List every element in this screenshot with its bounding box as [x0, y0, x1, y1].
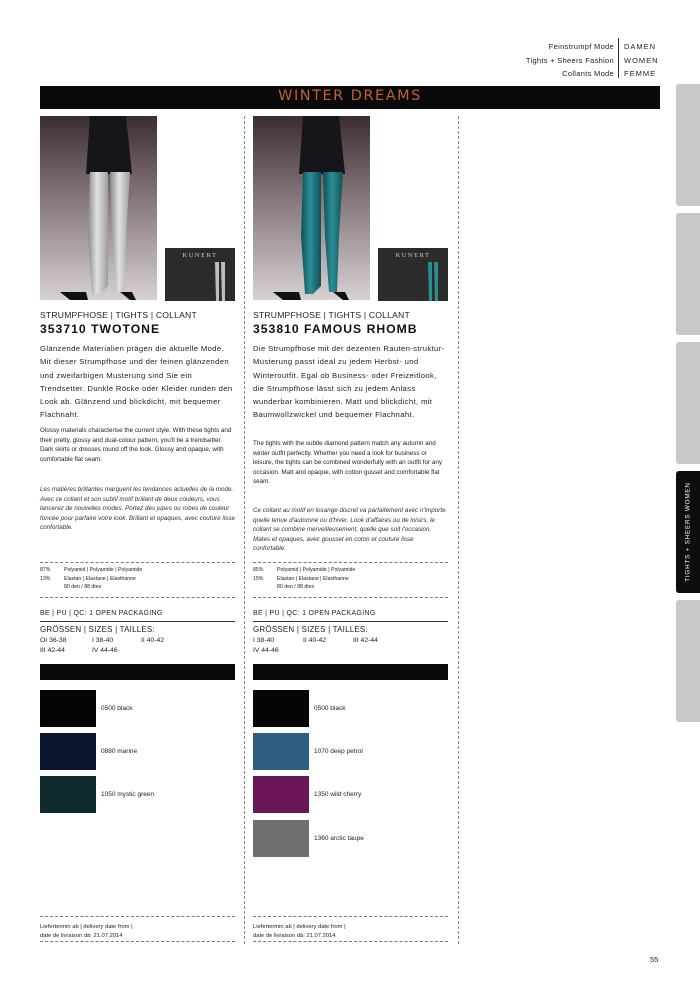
- side-tab-tights-sheers-women[interactable]: [676, 471, 700, 593]
- colors-header-bar: [40, 664, 235, 680]
- delivery-date-label: Liefertermin ab | delivery date from |: [40, 924, 133, 930]
- header-gender-de: DAMEN: [624, 42, 657, 51]
- section-title-bar: [40, 86, 660, 109]
- colors-header-bar: [253, 664, 448, 680]
- material-row: [253, 566, 355, 575]
- side-tab[interactable]: [676, 342, 700, 464]
- column-separator: [458, 116, 459, 944]
- size: OI 36-38: [40, 637, 67, 644]
- material-name: Elastan | Elastane | Elasthanne: [277, 575, 349, 582]
- header-category-en: Tights + Sheers Fashion: [525, 55, 614, 65]
- side-tab[interactable]: [676, 600, 700, 722]
- size: III 42-44: [40, 646, 65, 654]
- package-legs-image: [420, 262, 446, 301]
- materials: [253, 566, 355, 592]
- column-separator: [244, 116, 245, 944]
- header-gender-fr: FEMME: [624, 69, 657, 78]
- divider: [253, 621, 448, 622]
- size: IV 44-46: [253, 646, 279, 654]
- material-pct: 13%: [40, 575, 51, 582]
- product-description-de: Glänzende Materialien prägen die aktuelle Mode. Mit dieser Strumpfhose und der feinen glänzenden und zweifarbigen Musterung sind Sie ein Trendsetter. Dunkle Röcke oder Kleider runden den Look ab. Glänzend und blickdicht, mit bequemer Flachnaht.: [40, 344, 233, 420]
- color-swatch: [253, 820, 309, 857]
- color-swatch: [40, 733, 96, 770]
- divider: [253, 562, 448, 563]
- size: I 38-40: [253, 637, 275, 644]
- product-category: STRUMPFHOSE | TIGHTS | COLLANT: [253, 310, 410, 320]
- delivery-date: [253, 923, 346, 940]
- size: I 38-40: [92, 637, 114, 644]
- header-genders: [624, 40, 659, 81]
- sizes-list: [40, 636, 235, 655]
- material-row: [40, 566, 142, 575]
- header-divider: [618, 38, 619, 78]
- header-category-fr: Collants Mode: [562, 69, 614, 78]
- color-swatch: [253, 733, 309, 770]
- material-row: [253, 575, 355, 584]
- material-pct: 87%: [40, 567, 51, 573]
- material-row: [253, 583, 355, 592]
- page-number: 55: [650, 955, 659, 964]
- color-swatch: [253, 776, 309, 813]
- header-gender-en: WOMEN: [624, 55, 659, 65]
- product-package: [378, 248, 448, 301]
- packaging-info: BE | PU | QC: 1 OPEN PACKAGING: [253, 610, 376, 617]
- divider: [40, 621, 235, 622]
- product-photo: [40, 116, 157, 300]
- color-label: 0880 marine: [101, 748, 138, 755]
- color-label: 1070 deep petrol: [314, 748, 363, 755]
- material-name: Polyamid | Polyamide | Polyamide: [64, 567, 143, 573]
- material-pct: 15%: [253, 575, 264, 582]
- product-description-en: Glossy materials characterise the current style. With these tights and their pretty, glossy and dual-colour pattern, you'll be a trendsetter. Dark skirts or dresses round off the look. Glossy and opaque, with comfortable flat seam.: [40, 427, 232, 463]
- product-description-en: The tights with the subtle diamond pattern match any autumn and winter outfit perfectly. Whether you need a look for business or leisure, the tights can be combined wonderfully with an outfit for any occasion. Matt and opaque, with cotton gusset and comfortable flat seam.: [253, 440, 443, 486]
- product-name: 353710 TWOTONE: [40, 322, 161, 336]
- size: II 40-42: [303, 637, 327, 644]
- product-description-de: Die Strumpfhose mit der dezenten Rauten-struktur-Musterung passt ideal zu jedem Herbst- und Winteroutfit. Egal ob Business- oder Freizeitlook, die Strumpfhose lässt sich zu jedem Anlass wunderbar kombinieren. Matt und blickdicht, mit Baumwollzwickel und bequemer Flachnaht.: [253, 344, 445, 420]
- material-row: [40, 583, 142, 592]
- size: II 40-42: [141, 637, 165, 644]
- material-row: [40, 575, 142, 584]
- materials: [40, 566, 142, 592]
- sizes-header: GRÖSSEN | SIZES | TAILLES:: [253, 625, 368, 634]
- color-swatch: [40, 690, 96, 727]
- product-description-fr: Les matières brillantes marquent les tendances actuelles de la mode. Avec ce collant et son subtil motif brillant de deux couleurs, vous lancerez de nouvelles modes. Portez des jupes ou robes de couleur foncée pour parfaire votre look. Brillant et opaques, avec couture lisse confortable.: [40, 486, 235, 532]
- package-brand: KUNERT: [395, 252, 431, 259]
- delivery-date: [40, 923, 133, 940]
- delivery-date-label: Liefertermin ab | delivery date from |: [253, 924, 346, 930]
- material-pct: 85%: [253, 567, 264, 573]
- product-category: STRUMPFHOSE | TIGHTS | COLLANT: [40, 310, 197, 320]
- color-swatch: [253, 690, 309, 727]
- size: III 42-44: [353, 637, 378, 644]
- product-package: [165, 248, 235, 301]
- package-brand: KUNERT: [182, 252, 218, 259]
- side-tab[interactable]: [676, 213, 700, 335]
- divider: [253, 916, 448, 917]
- size: IV 44-46: [92, 646, 118, 654]
- product-name: 353810 FAMOUS RHOMB: [253, 322, 418, 336]
- color-swatch: [40, 776, 96, 813]
- divider: [40, 941, 235, 942]
- side-tab[interactable]: [676, 84, 700, 206]
- header-category-de: Feinstrumpf Mode: [548, 42, 614, 51]
- divider: [40, 597, 235, 598]
- divider: [40, 562, 235, 563]
- color-label: 1350 wild cherry: [314, 791, 362, 798]
- section-title: WINTER DREAMS: [278, 88, 422, 104]
- divider: [40, 916, 235, 917]
- material-name: Elastan | Elastane | Elasthanne: [64, 575, 136, 582]
- product-photo: [253, 116, 370, 300]
- color-label: 1050 mystic green: [101, 791, 155, 798]
- delivery-date-value: date de livraison dà: 21.07.2014: [40, 932, 123, 939]
- material-dtex: 80 den / 88 dtex: [277, 584, 315, 590]
- color-label: 0500 black: [101, 705, 133, 712]
- material-name: Polyamid | Polyamide | Polyamide: [277, 567, 356, 573]
- product-description-fr: Ce collant au motif en losange discret va parfaitement avec n'importe quelle tenue d'automne ou d'hiver. Look d'affaires ou de loisirs, le collant se combine merveilleusement, quelle que soit l'occasion. Mates et opaques, avec gousset en coton et couture lisse confortable.: [253, 507, 446, 553]
- divider: [253, 597, 448, 598]
- color-label: 1360 arctic taupe: [314, 835, 364, 842]
- divider: [253, 941, 448, 942]
- package-legs-image: [207, 262, 233, 301]
- sizes-list: [253, 636, 448, 655]
- header-categories: [526, 40, 614, 81]
- material-dtex: 80 den / 88 dtex: [64, 584, 102, 590]
- sizes-header: GRÖSSEN | SIZES | TAILLES:: [40, 625, 155, 634]
- color-label: 0500 black: [314, 705, 346, 712]
- packaging-info: BE | PU | QC: 1 OPEN PACKAGING: [40, 610, 163, 617]
- side-tab-label: TIGHTS + SHEERS WOMEN: [684, 482, 692, 582]
- delivery-date-value: date de livraison dà: 21.07.2014: [253, 932, 336, 939]
